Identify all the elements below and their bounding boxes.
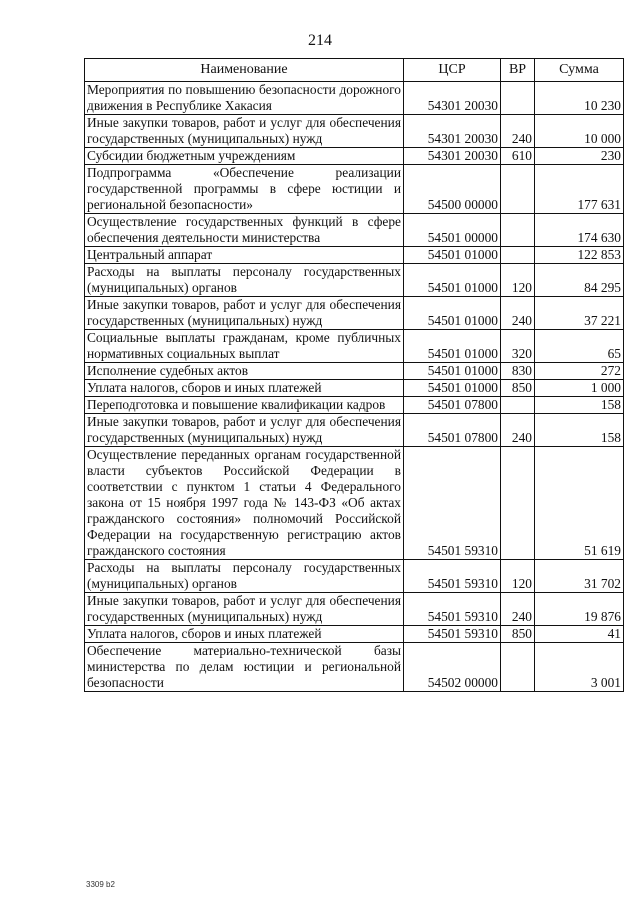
- header-name: Наименование: [85, 59, 404, 82]
- cell-vr: 320: [501, 330, 535, 363]
- cell-vr: 120: [501, 264, 535, 297]
- table-row: [85, 397, 624, 414]
- cell-sum: 10 230: [535, 82, 624, 115]
- table-row: [85, 165, 624, 214]
- cell-vr: [501, 397, 535, 414]
- cell-csr: 54501 59310: [404, 593, 501, 626]
- cell-vr: 240: [501, 414, 535, 447]
- table-row: [85, 414, 624, 447]
- cell-csr: 54301 20030: [404, 82, 501, 115]
- cell-name: Мероприятия по повышению безопасности дорожного движения в Республике Хакасия: [85, 82, 404, 115]
- cell-csr: 54301 20030: [404, 148, 501, 165]
- cell-sum: 10 000: [535, 115, 624, 148]
- header-csr: ЦСР: [404, 59, 501, 82]
- cell-name: Социальные выплаты гражданам, кроме публичных нормативных социальных выплат: [85, 330, 404, 363]
- cell-csr: 54501 59310: [404, 626, 501, 643]
- cell-vr: 240: [501, 593, 535, 626]
- cell-vr: 240: [501, 297, 535, 330]
- cell-name: Уплата налогов, сборов и иных платежей: [85, 380, 404, 397]
- table-row: [85, 593, 624, 626]
- cell-csr: 54501 01000: [404, 380, 501, 397]
- cell-csr: 54501 01000: [404, 363, 501, 380]
- cell-vr: [501, 82, 535, 115]
- cell-sum: 37 221: [535, 297, 624, 330]
- cell-name: Центральный аппарат: [85, 247, 404, 264]
- header-sum: Сумма: [535, 59, 624, 82]
- cell-sum: 230: [535, 148, 624, 165]
- cell-sum: 51 619: [535, 447, 624, 560]
- cell-sum: 31 702: [535, 560, 624, 593]
- table-row: [85, 214, 624, 247]
- cell-name: Иные закупки товаров, работ и услуг для обеспечения государственных (муниципальных) нужд: [85, 115, 404, 148]
- cell-name: Переподготовка и повышение квалификации кадров: [85, 397, 404, 414]
- table-row: [85, 264, 624, 297]
- cell-sum: 41: [535, 626, 624, 643]
- cell-vr: 610: [501, 148, 535, 165]
- cell-name: Иные закупки товаров, работ и услуг для обеспечения государственных (муниципальных) нужд: [85, 414, 404, 447]
- cell-name: Уплата налогов, сборов и иных платежей: [85, 626, 404, 643]
- cell-vr: 850: [501, 380, 535, 397]
- footer-code: 3309 b2: [86, 880, 115, 889]
- table-row: [85, 247, 624, 264]
- cell-vr: 850: [501, 626, 535, 643]
- cell-sum: 174 630: [535, 214, 624, 247]
- cell-csr: 54501 07800: [404, 414, 501, 447]
- cell-sum: 177 631: [535, 165, 624, 214]
- cell-sum: 158: [535, 397, 624, 414]
- cell-name: Подпрограмма «Обеспечение реализации государственной программы в сфере юстиции и региональной безопасности»: [85, 165, 404, 214]
- cell-vr: [501, 247, 535, 264]
- cell-sum: 1 000: [535, 380, 624, 397]
- table-row: [85, 82, 624, 115]
- cell-csr: 54501 07800: [404, 397, 501, 414]
- cell-name: Иные закупки товаров, работ и услуг для обеспечения государственных (муниципальных) нужд: [85, 297, 404, 330]
- cell-csr: 54502 00000: [404, 643, 501, 692]
- cell-name: Расходы на выплаты персоналу государственных (муниципальных) органов: [85, 264, 404, 297]
- budget-table: [84, 58, 624, 692]
- cell-sum: 122 853: [535, 247, 624, 264]
- cell-csr: 54501 01000: [404, 297, 501, 330]
- cell-name: Исполнение судебных актов: [85, 363, 404, 380]
- cell-csr: 54501 01000: [404, 247, 501, 264]
- cell-csr: 54301 20030: [404, 115, 501, 148]
- cell-name: Субсидии бюджетным учреждениям: [85, 148, 404, 165]
- table-row: [85, 363, 624, 380]
- table-header-row: [85, 59, 624, 82]
- header-vr: ВР: [501, 59, 535, 82]
- cell-vr: [501, 447, 535, 560]
- cell-vr: 120: [501, 560, 535, 593]
- cell-sum: 158: [535, 414, 624, 447]
- cell-sum: 3 001: [535, 643, 624, 692]
- cell-vr: [501, 214, 535, 247]
- table-row: [85, 297, 624, 330]
- cell-name: Иные закупки товаров, работ и услуг для обеспечения государственных (муниципальных) нужд: [85, 593, 404, 626]
- cell-vr: 830: [501, 363, 535, 380]
- cell-name: Расходы на выплаты персоналу государственных (муниципальных) органов: [85, 560, 404, 593]
- cell-vr: [501, 165, 535, 214]
- table-row: [85, 115, 624, 148]
- table-row: [85, 447, 624, 560]
- cell-csr: 54501 01000: [404, 330, 501, 363]
- cell-vr: [501, 643, 535, 692]
- cell-name: Осуществление переданных органам государственной власти субъектов Российской Федерации в соответствии с пунктом 1 статьи 4 Федерального закона от 15 ноября 1997 года № 143-ФЗ «Об актах гражданского состояния» полномочий Российской Федерации на государственную регистрацию актов гражданского состояния: [85, 447, 404, 560]
- table-row: [85, 148, 624, 165]
- cell-sum: 272: [535, 363, 624, 380]
- cell-sum: 19 876: [535, 593, 624, 626]
- cell-csr: 54501 01000: [404, 264, 501, 297]
- table-row: [85, 560, 624, 593]
- table-row: [85, 330, 624, 363]
- page-number: 214: [308, 32, 332, 49]
- cell-vr: 240: [501, 115, 535, 148]
- cell-sum: 65: [535, 330, 624, 363]
- cell-csr: 54500 00000: [404, 165, 501, 214]
- table-row: [85, 643, 624, 692]
- table-row: [85, 626, 624, 643]
- cell-csr: 54501 59310: [404, 447, 501, 560]
- cell-name: Обеспечение материально-технической базы министерства по делам юстиции и региональной безопасности: [85, 643, 404, 692]
- cell-sum: 84 295: [535, 264, 624, 297]
- cell-csr: 54501 00000: [404, 214, 501, 247]
- cell-csr: 54501 59310: [404, 560, 501, 593]
- cell-name: Осуществление государственных функций в сфере обеспечения деятельности министерства: [85, 214, 404, 247]
- table-row: [85, 380, 624, 397]
